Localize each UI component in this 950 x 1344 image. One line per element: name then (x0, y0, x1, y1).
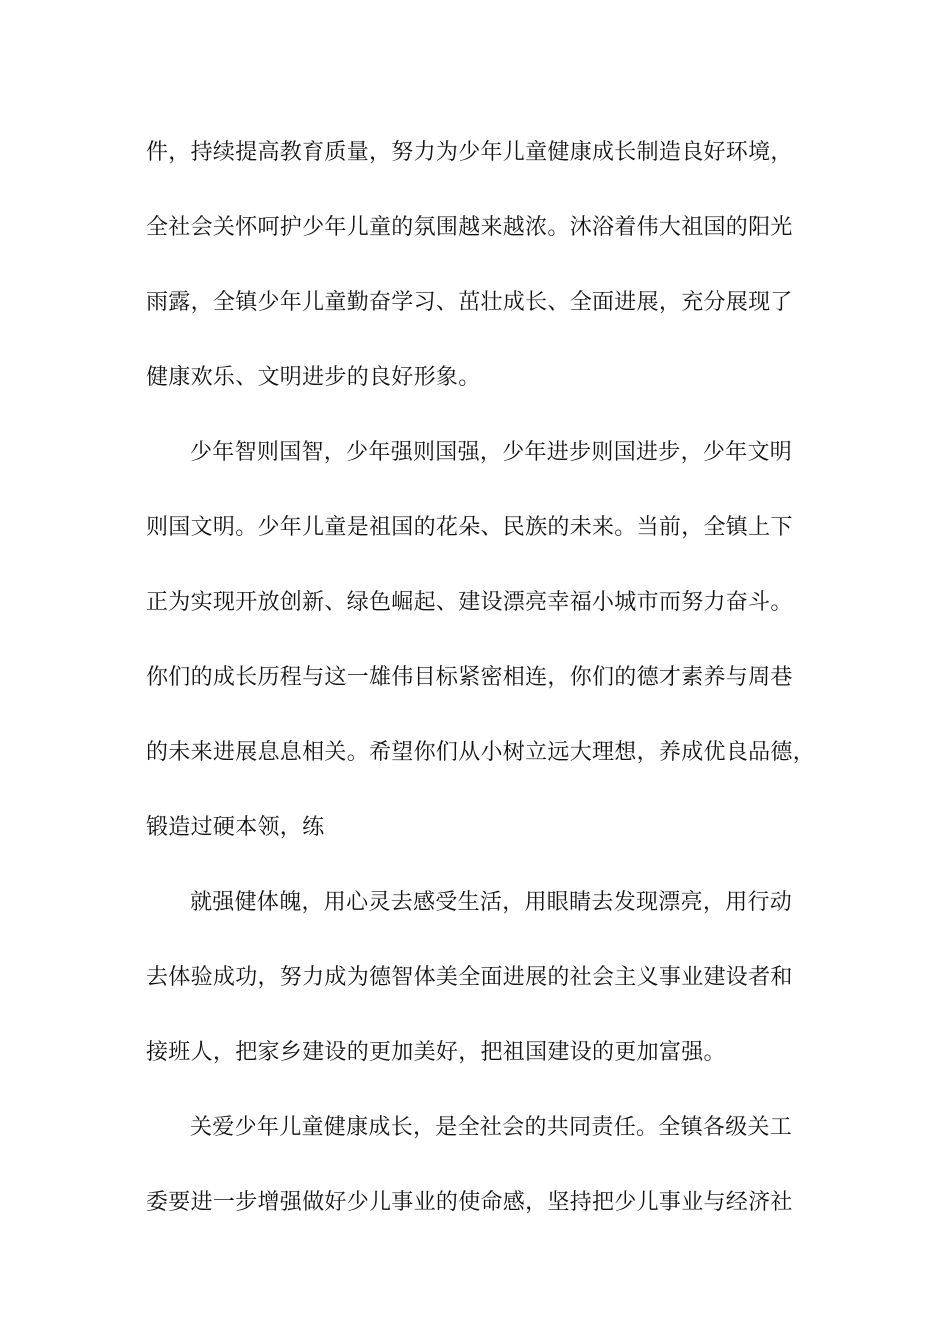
text-line: 正为实现开放创新、绿色崛起、建设漂亮幸福小城市而努力奋斗。 (146, 590, 793, 615)
text-line: 你们的成长历程与这一雄伟目标紧密相连，你们的德才素养与周巷 (146, 665, 793, 690)
paragraph-first-line: 少年智则国智，少年强则国强，少年进步则国进步，少年文明 (190, 440, 793, 465)
text-line: 的未来进展息息相关。希望你们从小树立远大理想，养成优良品德， (146, 740, 816, 765)
text-line: 锻造过硬本领，练 (146, 815, 325, 840)
text-line: 去体验成功，努力成为德智体美全面进展的社会主义事业建设者和 (146, 965, 793, 990)
paragraph-first-line: 就强健体魄，用心灵去感受生活，用眼睛去发现漂亮，用行动 (190, 890, 793, 915)
text-line: 委要进一步增强做好少儿事业的使命感，坚持把少儿事业与经济社 (146, 1190, 793, 1215)
paragraph-first-line: 关爱少年儿童健康成长，是全社会的共同责任。全镇各级关工 (190, 1115, 793, 1140)
text-line: 接班人，把家乡建设的更加美好，把祖国建设的更加富强。 (146, 1040, 726, 1065)
text-line: 雨露，全镇少年儿童勤奋学习、茁壮成长、全面进展，充分展现了 (146, 290, 793, 315)
text-line: 件，持续提高教育质量，努力为少年儿童健康成长制造良好环境， (146, 140, 793, 165)
text-line: 健康欢乐、文明进步的良好形象。 (146, 365, 481, 390)
text-line: 全社会关怀呵护少年儿童的氛围越来越浓。沐浴着伟大祖国的阳光 (146, 215, 793, 240)
text-line: 则国文明。少年儿童是祖国的花朵、民族的未来。当前，全镇上下 (146, 515, 793, 540)
